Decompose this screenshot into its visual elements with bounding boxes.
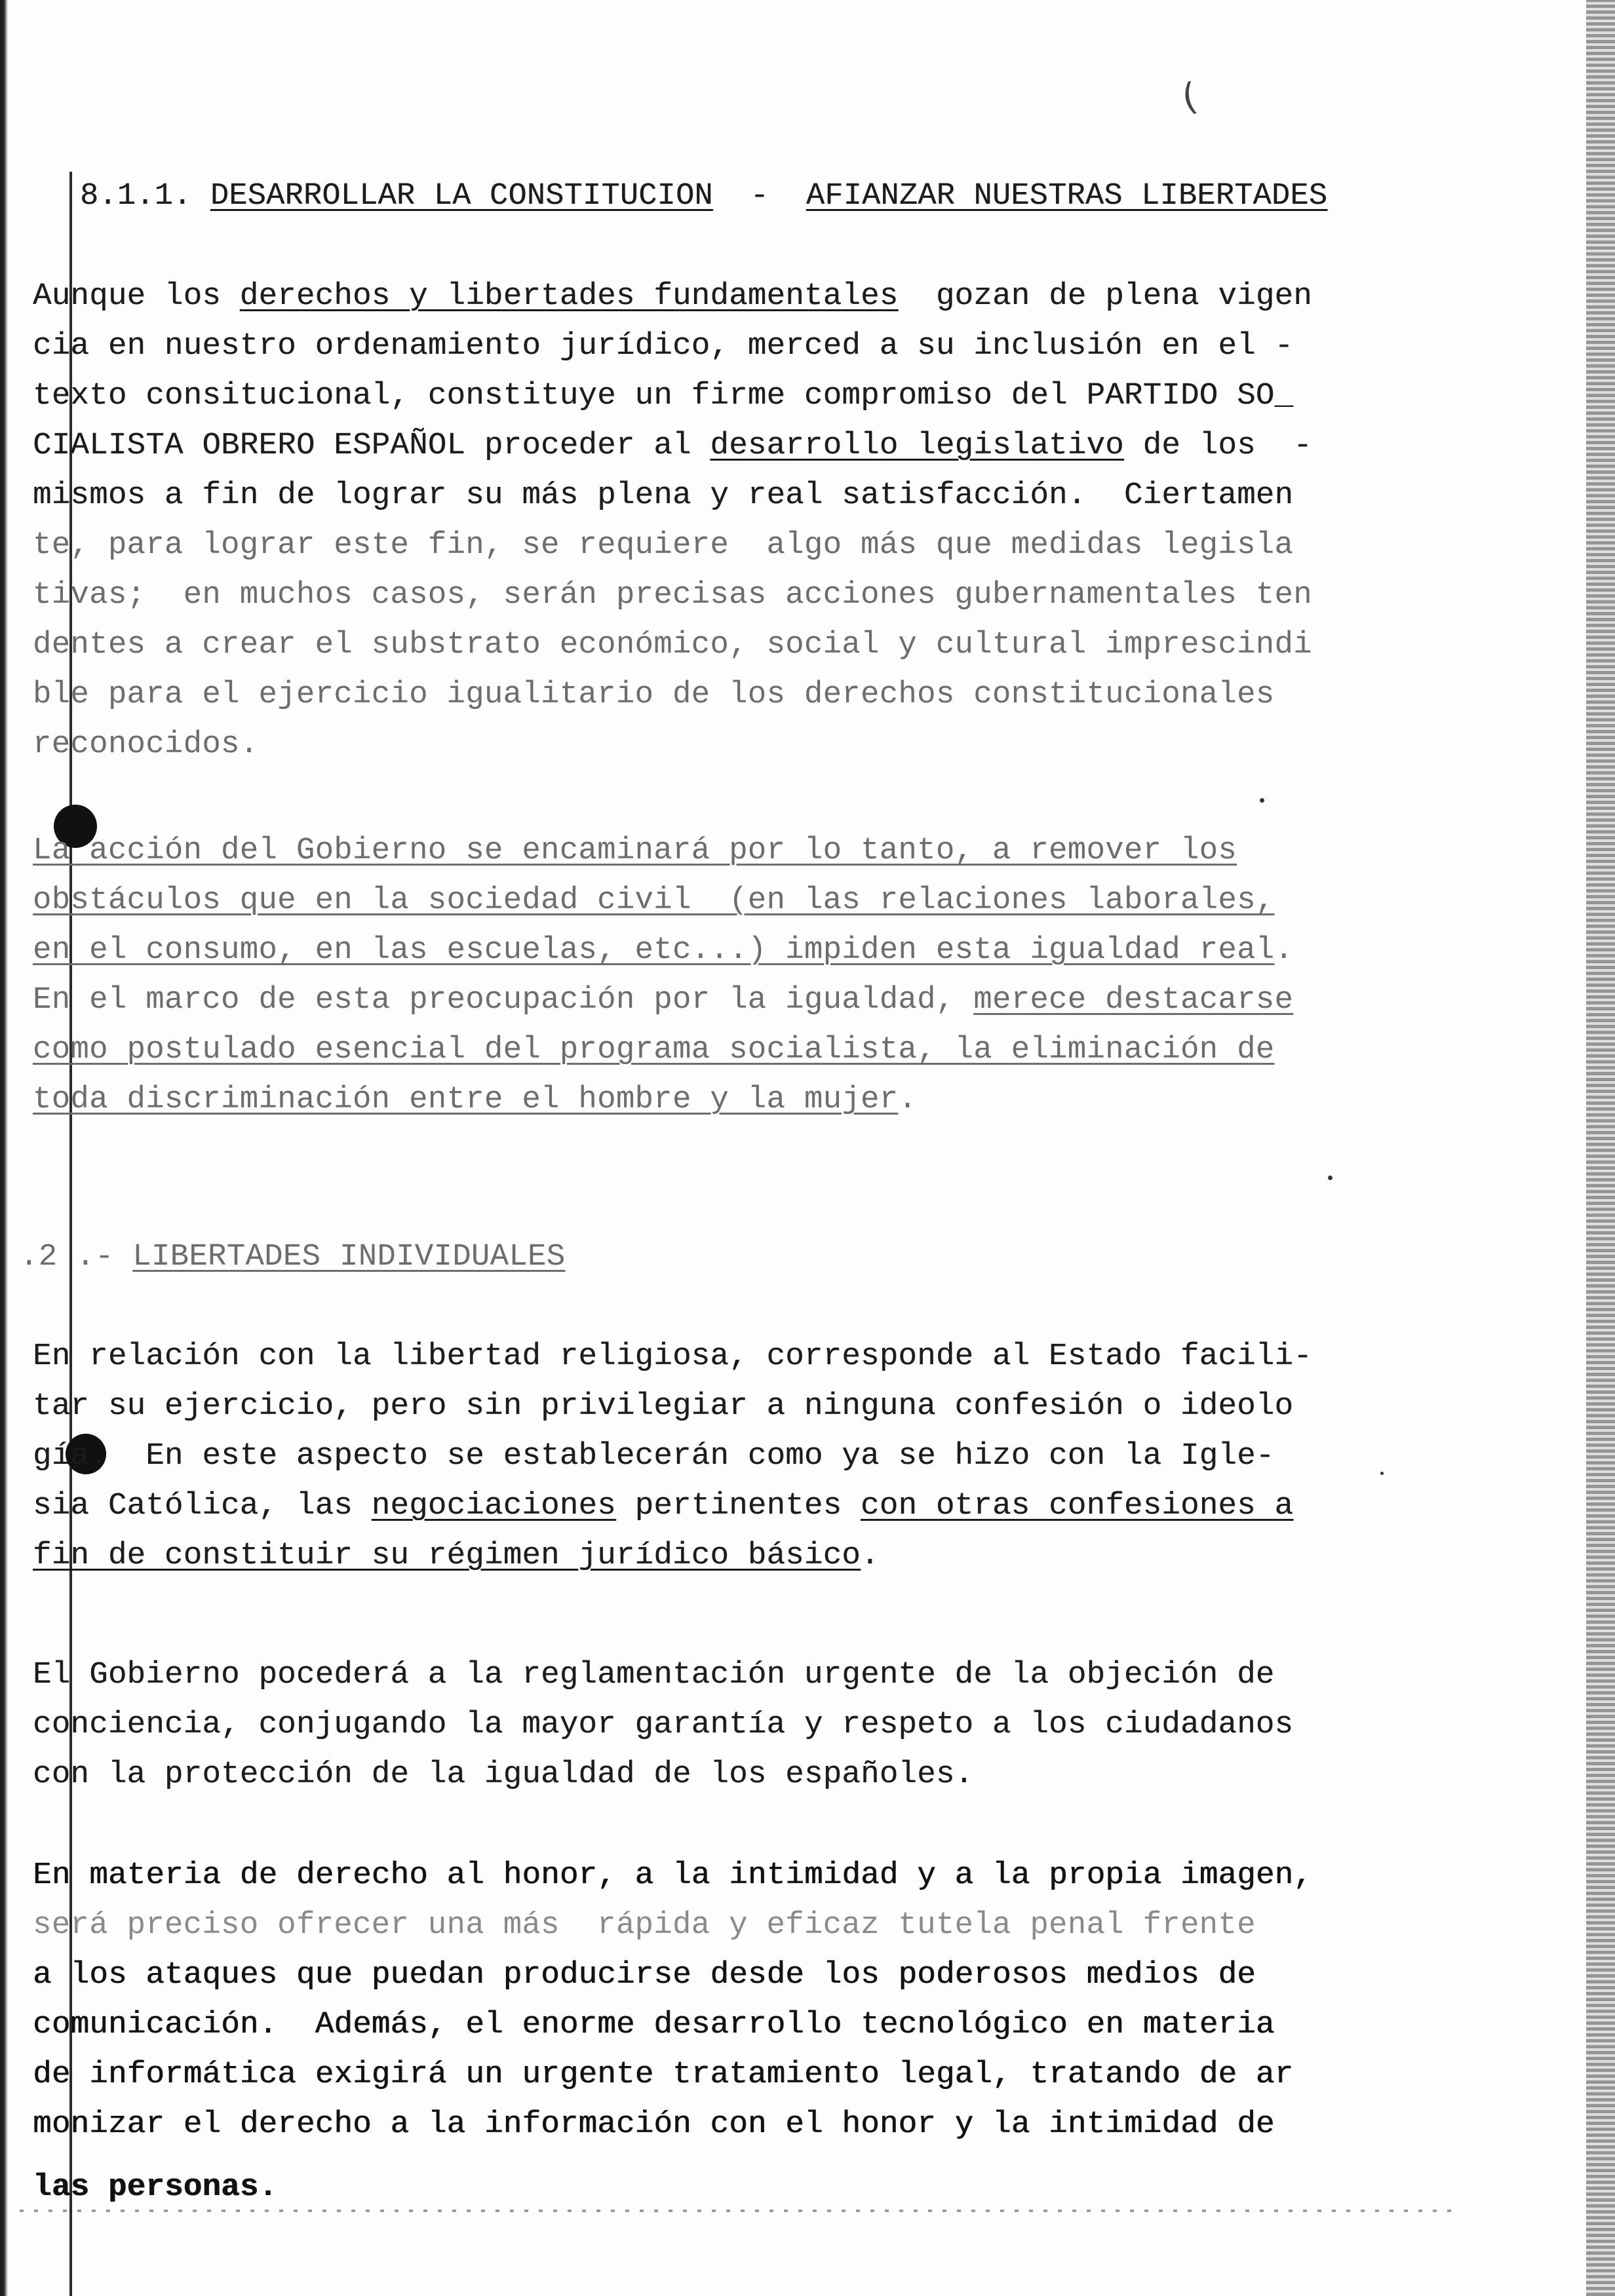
text-run: a los ataques que puedan producirse desde los poderosos medios de (33, 1957, 1256, 1993)
text-run: . (1274, 932, 1294, 968)
paragraph-4-line (33, 1655, 1275, 1694)
section-number: 8.1.1. (80, 179, 210, 214)
paragraph-5-line (33, 1856, 1312, 1895)
scan-dust (20, 2210, 1462, 2212)
paragraph-3-line (33, 1486, 1293, 1525)
paragraph-3-line (33, 1387, 1293, 1426)
text-run: El Gobierno pocederá a la reglamentación urgente de la objeción de (33, 1657, 1275, 1693)
paragraph-1-line (33, 675, 1275, 714)
text-run: tar su ejercicio, pero sin privilegiar a ninguna confesión o ideolo (33, 1388, 1294, 1424)
text-run: cia en nuestro ordenamiento jurídico, merced a su inclusión en el - (33, 328, 1294, 364)
paragraph-3-line (33, 1337, 1312, 1376)
paragraph-2-line (33, 930, 1293, 970)
text-run: En el marco de esta preocupación por la igualdad, (33, 982, 974, 1018)
paragraph-3-line (33, 1436, 1275, 1476)
paragraph-1-line (33, 476, 1293, 515)
underlined-run: derechos y libertades fundamentales (239, 278, 899, 314)
paragraph-1-line (33, 376, 1293, 415)
scan-speck (1260, 798, 1264, 803)
text-run: En materia de derecho al honor, a la intimidad y a la propia imagen, (33, 1858, 1312, 1893)
paragraph-5-line (33, 2168, 277, 2207)
heading-right: AFIANZAR NUESTRAS LIBERTADES (806, 179, 1328, 214)
scan-speck (1380, 1472, 1384, 1475)
text-run: de informática exigirá un urgente tratamiento legal, tratando de ar (33, 2057, 1294, 2092)
heading-left: DESARROLLAR LA CONSTITUCION (210, 179, 713, 214)
underlined-run: La acción del Gobierno se encaminará por lo tanto, a remover los (33, 833, 1237, 868)
underlined-run: toda discriminación entre el hombre y la mujer (33, 1082, 899, 1117)
text-run: te, para lograr este fin, se requiere algo más que medidas legisla (33, 527, 1294, 563)
paragraph-1-line (33, 625, 1312, 664)
paragraph-2-line (33, 831, 1237, 870)
text-run: tivas; en muchos casos, serán precisas acciones gubernamentales ten (33, 577, 1312, 613)
paragraph-4-line (33, 1705, 1293, 1744)
text-run: mismos a fin de lograr su más plena y real satisfacción. Ciertamen (33, 478, 1294, 513)
section-heading (80, 177, 1327, 216)
text-run: sia Católica, las (33, 1488, 372, 1523)
text-run: comunicación. Además, el enorme desarrollo tecnológico en materia (33, 2007, 1275, 2042)
subsection-title: LIBERTADES INDIVIDUALES (132, 1239, 566, 1274)
scan-left-edge (0, 0, 8, 2296)
text-run: conciencia, conjugando la mayor garantía y respeto a los ciudadanos (33, 1707, 1294, 1742)
paragraph-2-line (33, 881, 1275, 920)
paragraph-5-line (33, 2005, 1275, 2044)
paragraph-5-line (33, 2055, 1293, 2094)
paragraph-2-line (33, 1080, 917, 1119)
paragraph-1-line (33, 426, 1312, 465)
text-run: Aunque los (33, 278, 240, 314)
text-run: gía. En este aspecto se establecerán como ya se hizo con la Igle- (33, 1438, 1275, 1474)
paragraph-1-line (33, 725, 258, 764)
text-run: CIALISTA OBRERO ESPAÑOL proceder al (33, 428, 710, 463)
text-run: reconocidos. (33, 727, 259, 762)
text-run: de los - (1123, 428, 1312, 463)
subsection-number: .2 .- (20, 1239, 133, 1274)
text-run: ble para el ejercicio igualitario de los derechos constitucionales (33, 677, 1275, 712)
paragraph-1-line (33, 277, 1312, 316)
text-run: dentes a crear el substrato económico, social y cultural imprescindi (33, 627, 1312, 662)
text-run: pertinentes (615, 1488, 861, 1523)
paragraph-1-line (33, 326, 1293, 366)
text-run: monizar el derecho a la información con el honor y la intimidad de (33, 2107, 1275, 2142)
paragraph-5-line (33, 1905, 1256, 1945)
paragraph-5-line (33, 2105, 1275, 2144)
text-run: . (861, 1538, 880, 1573)
underlined-run: negociaciones (371, 1488, 616, 1523)
text-run: . (898, 1082, 918, 1117)
underlined-run: obstáculos que en la sociedad civil (en las relaciones laborales, (33, 883, 1275, 918)
pencil-mark-icon: ( (1178, 75, 1201, 120)
text-run: será preciso ofrecer una más rápida y eficaz tutela penal frente (33, 1907, 1256, 1943)
underlined-run: fin de constituir su régimen jurídico básico (33, 1538, 861, 1573)
text-run: con la protección de la igualdad de los españoles. (33, 1757, 974, 1792)
underlined-run: desarrollo legislativo (710, 428, 1124, 463)
paragraph-2-line (33, 980, 1293, 1020)
subsection-heading (20, 1237, 565, 1276)
underlined-run: merece destacarse (973, 982, 1294, 1018)
underlined-run: en el consumo, en las escuelas, etc...) impiden esta igualdad real (33, 932, 1275, 968)
heading-separator: - (712, 179, 806, 214)
text-run: texto consitucional, constituye un firme compromiso del PARTIDO SO_ (33, 378, 1294, 413)
scan-right-edge (1586, 0, 1615, 2296)
underlined-run: como postulado esencial del programa socialista, la eliminación de (33, 1032, 1275, 1067)
paragraph-2-line (33, 1030, 1275, 1069)
text-run: las personas. (33, 2170, 278, 2205)
paragraph-4-line (33, 1755, 973, 1794)
paragraph-3-line (33, 1536, 880, 1575)
scan-speck (1328, 1176, 1333, 1180)
paragraph-1-line (33, 526, 1293, 565)
paragraph-5-line (33, 1955, 1256, 1995)
underlined-run: con otras confesiones a (861, 1488, 1294, 1523)
text-run: En relación con la libertad religiosa, corresponde al Estado facili- (33, 1339, 1312, 1374)
paragraph-1-line (33, 575, 1312, 615)
text-run: gozan de plena vigen (898, 278, 1312, 314)
